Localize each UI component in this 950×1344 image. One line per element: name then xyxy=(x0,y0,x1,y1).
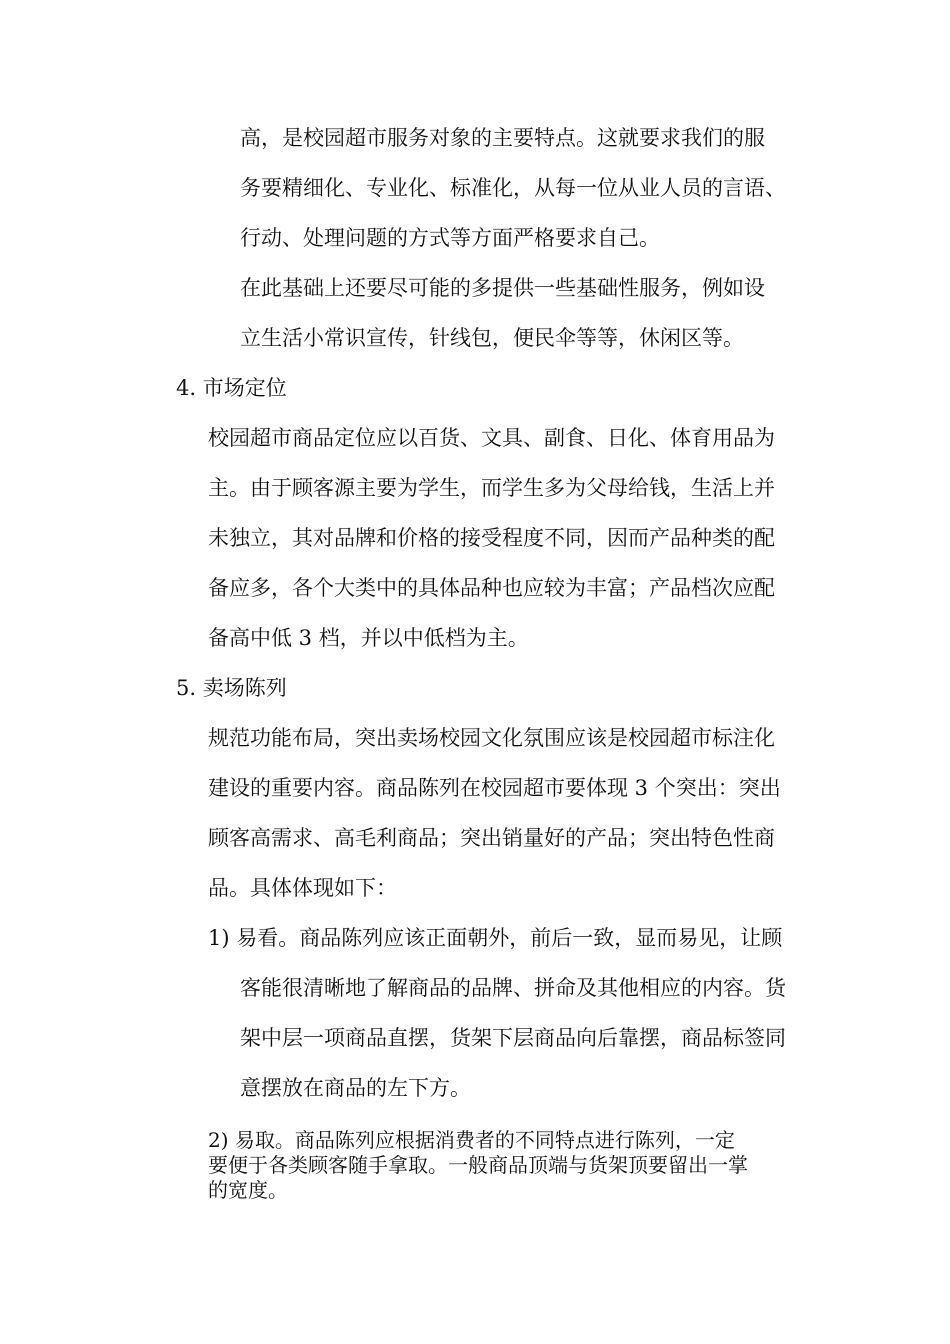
paragraph-line: 高，是校园超市服务对象的主要特点。这就要求我们的服 xyxy=(240,126,765,150)
paragraph-line: 备应多，各个大类中的具体品种也应较为丰富；产品档次应配 xyxy=(208,576,775,600)
paragraph-line: 品。具体体现如下： xyxy=(208,876,397,900)
section-heading: 5. 卖场陈列 xyxy=(176,676,287,700)
paragraph-line: 行动、处理问题的方式等方面严格要求自己。 xyxy=(240,226,660,250)
paragraph-line: 建设的重要内容。商品陈列在校园超市要体现 3 个突出：突出 xyxy=(208,776,781,800)
paragraph-line: 主。由于顾客源主要为学生，而学生多为父母给钱，生活上并 xyxy=(208,476,775,500)
section-heading: 4. 市场定位 xyxy=(176,376,287,400)
list-item-line: 要便于各类顾客随手拿取。一般商品顶端与货架顶要留出一掌 xyxy=(208,1153,748,1177)
paragraph-line: 在此基础上还要尽可能的多提供一些基础性服务，例如设 xyxy=(240,276,765,300)
paragraph-line: 立生活小常识宣传，针线包，便民伞等等，休闲区等。 xyxy=(240,326,744,350)
paragraph-line: 备高中低 3 档，并以中低档为主。 xyxy=(208,626,529,650)
list-item-line: 的宽度。 xyxy=(208,1178,288,1202)
paragraph-line: 务要精细化、专业化、标准化，从每一位从业人员的言语、 xyxy=(240,176,786,200)
list-item-line: 架中层一项商品直摆，货架下层商品向后靠摆，商品标签同 xyxy=(240,1026,786,1050)
list-item-line: 意摆放在商品的左下方。 xyxy=(240,1076,471,1100)
list-item-line: 客能很清晰地了解商品的品牌、拼命及其他相应的内容。货 xyxy=(240,976,786,1000)
list-item-line: 2) 易取。商品陈列应根据消费者的不同特点进行陈列，一定 xyxy=(208,1128,735,1152)
paragraph-line: 校园超市商品定位应以百货、文具、副食、日化、体育用品为 xyxy=(208,426,775,450)
paragraph-line: 规范功能布局，突出卖场校园文化氛围应该是校园超市标注化 xyxy=(208,726,775,750)
paragraph-line: 未独立，其对品牌和价格的接受程度不同，因而产品种类的配 xyxy=(208,526,775,550)
list-item-line: 1) 易看。商品陈列应该正面朝外，前后一致，显而易见，让顾 xyxy=(208,926,783,950)
paragraph-line: 顾客高需求、高毛利商品；突出销量好的产品；突出特色性商 xyxy=(208,826,775,850)
